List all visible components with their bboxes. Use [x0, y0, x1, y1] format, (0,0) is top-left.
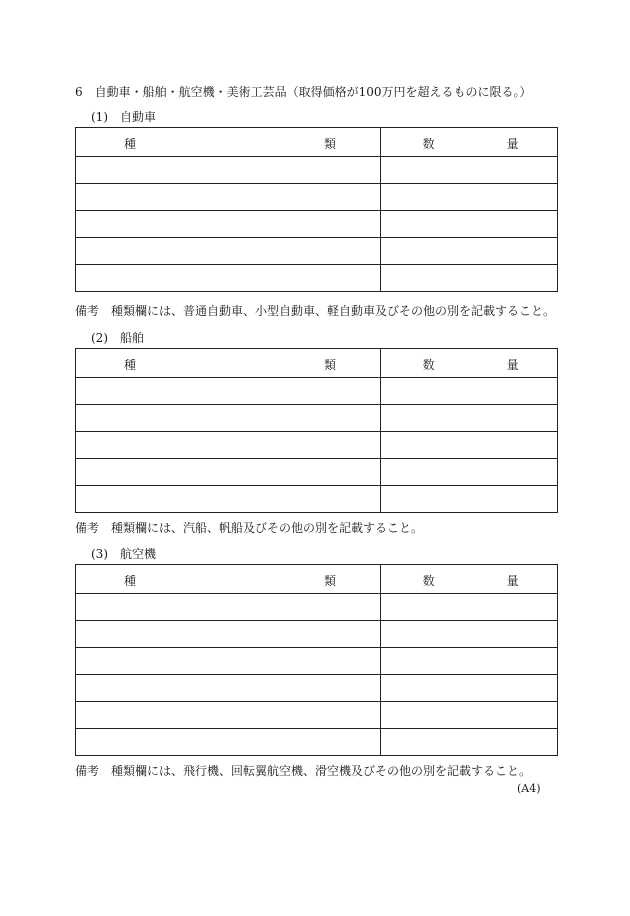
automobile-note — [75, 304, 555, 318]
table-row — [76, 621, 558, 648]
table-row — [76, 486, 558, 513]
type-column-header — [76, 128, 381, 157]
quantity-cell[interactable] — [380, 157, 557, 184]
quantity-header-char: 量 — [506, 358, 519, 372]
ship-table — [75, 348, 558, 513]
subsection-title-ships: (2) 船舶 — [91, 331, 144, 345]
quantity-cell[interactable] — [380, 729, 557, 756]
quantity-cell[interactable] — [380, 648, 557, 675]
note-text: 種類欄には、汽船、帆船及びその他の別を記載すること。 — [111, 521, 424, 535]
type-header-char: 種 — [124, 358, 137, 372]
note-text: 種類欄には、飛行機、回転翼航空機、滑空機及びその他の別を記載すること。 — [111, 764, 532, 778]
table-row — [76, 238, 558, 265]
quantity-cell[interactable] — [380, 432, 557, 459]
quantity-header-char: 数 — [422, 137, 435, 151]
type-header-char: 類 — [324, 137, 337, 151]
quantity-cell[interactable] — [380, 378, 557, 405]
type-cell[interactable] — [76, 157, 381, 184]
table-row — [76, 378, 558, 405]
quantity-cell[interactable] — [380, 621, 557, 648]
quantity-cell[interactable] — [380, 459, 557, 486]
table-header-row — [76, 349, 558, 378]
quantity-cell[interactable] — [380, 702, 557, 729]
type-cell[interactable] — [76, 184, 381, 211]
type-cell[interactable] — [76, 432, 381, 459]
table-row — [76, 459, 558, 486]
table-row — [76, 594, 558, 621]
table-row — [76, 265, 558, 292]
table-row — [76, 432, 558, 459]
quantity-cell[interactable] — [380, 675, 557, 702]
type-column-header — [76, 565, 381, 594]
note-label: 備考 — [75, 521, 100, 535]
quantity-column-header — [380, 128, 557, 157]
type-cell[interactable] — [76, 648, 381, 675]
subsection-title-aircraft: (3) 航空機 — [91, 547, 156, 561]
table-row — [76, 648, 558, 675]
type-cell[interactable] — [76, 729, 381, 756]
table-row — [76, 211, 558, 238]
quantity-header-char: 量 — [506, 137, 519, 151]
quantity-column-header — [380, 349, 557, 378]
section-title: 6 自動車・船舶・航空機・美術工芸品（取得価格が100万円を超えるものに限る。） — [75, 85, 532, 99]
quantity-header-char: 数 — [422, 574, 435, 588]
subsection-title-automobiles: (1) 自動車 — [91, 110, 156, 124]
note-label: 備考 — [75, 764, 100, 778]
quantity-column-header — [380, 565, 557, 594]
table-row — [76, 157, 558, 184]
quantity-cell[interactable] — [380, 594, 557, 621]
quantity-header-char: 量 — [506, 574, 519, 588]
table-row — [76, 405, 558, 432]
type-cell[interactable] — [76, 238, 381, 265]
quantity-header-char: 数 — [422, 358, 435, 372]
type-cell[interactable] — [76, 621, 381, 648]
type-cell[interactable] — [76, 405, 381, 432]
type-cell[interactable] — [76, 486, 381, 513]
type-cell[interactable] — [76, 378, 381, 405]
table-header-row — [76, 565, 558, 594]
type-column-header — [76, 349, 381, 378]
quantity-cell[interactable] — [380, 211, 557, 238]
type-cell[interactable] — [76, 675, 381, 702]
form-size-label: (A4) — [517, 782, 541, 795]
quantity-cell[interactable] — [380, 184, 557, 211]
note-text: 種類欄には、普通自動車、小型自動車、軽自動車及びその他の別を記載すること。 — [111, 304, 556, 318]
type-cell[interactable] — [76, 211, 381, 238]
table-row — [76, 702, 558, 729]
type-cell[interactable] — [76, 265, 381, 292]
type-cell[interactable] — [76, 702, 381, 729]
type-header-char: 種 — [124, 574, 137, 588]
type-header-char: 類 — [324, 574, 337, 588]
aircraft-table — [75, 564, 558, 756]
quantity-cell[interactable] — [380, 405, 557, 432]
quantity-cell[interactable] — [380, 265, 557, 292]
quantity-cell[interactable] — [380, 486, 557, 513]
automobile-table — [75, 127, 558, 292]
type-header-char: 類 — [324, 358, 337, 372]
aircraft-note — [75, 764, 531, 778]
table-header-row — [76, 128, 558, 157]
type-cell[interactable] — [76, 594, 381, 621]
table-row — [76, 729, 558, 756]
table-row — [76, 675, 558, 702]
note-label: 備考 — [75, 304, 100, 318]
table-row — [76, 184, 558, 211]
type-cell[interactable] — [76, 459, 381, 486]
quantity-cell[interactable] — [380, 238, 557, 265]
ship-note — [75, 521, 423, 535]
type-header-char: 種 — [124, 137, 137, 151]
